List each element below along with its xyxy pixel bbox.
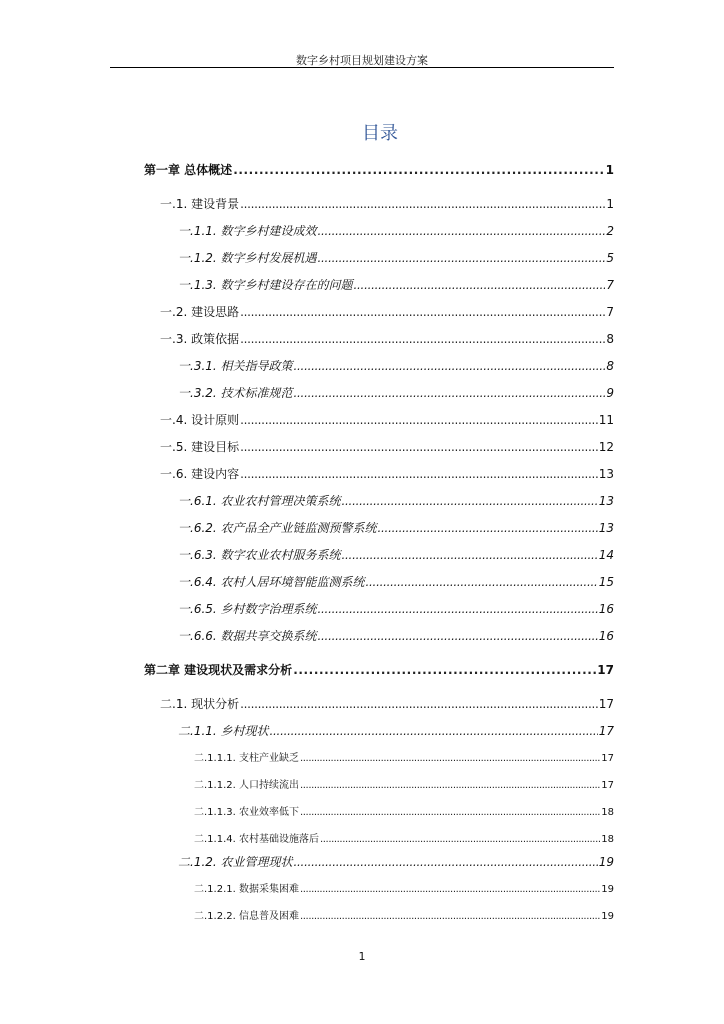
toc-dot-leader — [318, 629, 598, 643]
toc-dot-leader — [300, 780, 600, 791]
toc-entry-label: 一.1.1. 数字乡村建设成效 — [178, 224, 317, 238]
toc-entry-page: 17 — [598, 697, 614, 711]
toc-entry-label: 一.1.3. 数字乡村建设存在的问题 — [178, 278, 353, 292]
toc-dot-leader — [378, 521, 598, 535]
toc-dot-leader — [233, 163, 604, 177]
toc-entry[interactable] — [178, 627, 614, 644]
toc-entry-page: 19 — [598, 855, 614, 869]
toc-entry[interactable] — [144, 161, 614, 178]
toc-dot-leader — [354, 278, 606, 292]
toc-entry[interactable] — [194, 830, 614, 845]
toc-dot-leader — [240, 440, 598, 454]
toc-dot-leader — [318, 602, 598, 616]
toc-entry-label: 二.1.1.2. 人口持续流出 — [194, 780, 299, 791]
toc-entry-page: 7 — [606, 305, 614, 319]
toc-entry-page: 8 — [606, 359, 614, 373]
toc-entry-page: 19 — [601, 911, 614, 922]
toc-entry[interactable] — [160, 695, 614, 712]
toc-entry-label: 二.1.1.4. 农村基础设施落后 — [194, 834, 319, 845]
toc-entry-label: 第二章 建设现状及需求分析 — [144, 663, 293, 677]
toc-dot-leader — [270, 724, 598, 738]
toc-entry-page: 16 — [598, 629, 614, 643]
toc-entry-label: 一.6. 建设内容 — [160, 467, 240, 481]
toc-entry[interactable] — [160, 330, 614, 347]
toc-entry[interactable] — [178, 546, 614, 563]
toc-entry[interactable] — [194, 749, 614, 764]
page-number: 1 — [358, 950, 366, 963]
toc-dot-leader — [300, 807, 600, 818]
toc-entry[interactable] — [178, 722, 614, 739]
toc-entry-label: 一.3. 政策依据 — [160, 332, 240, 346]
toc-entry-label: 一.5. 建设目标 — [160, 440, 240, 454]
toc-entry-label: 二.1. 现状分析 — [160, 697, 240, 711]
toc-entry[interactable] — [178, 600, 614, 617]
toc-entry-page: 17 — [597, 663, 614, 677]
toc-entry-page: 17 — [598, 724, 614, 738]
toc-entry-page: 18 — [601, 807, 614, 818]
toc-entry-page: 11 — [598, 413, 614, 427]
toc-dot-leader — [318, 251, 606, 265]
toc-entry-page: 16 — [598, 602, 614, 616]
toc-entry[interactable] — [178, 357, 614, 374]
toc-dot-leader — [318, 224, 606, 238]
toc-entry[interactable] — [160, 303, 614, 320]
toc-entry[interactable] — [160, 411, 614, 428]
running-header-title: 数字乡村项目规划建设方案 — [296, 54, 428, 67]
toc-entry-label: 一.3.2. 技术标准规范 — [178, 386, 293, 400]
toc-entry-page: 1 — [605, 163, 614, 177]
toc-entry-page: 8 — [606, 332, 614, 346]
toc-entry-page: 17 — [601, 753, 614, 764]
toc-entry[interactable] — [178, 384, 614, 401]
toc-entry-label: 一.3.1. 相关指导政策 — [178, 359, 293, 373]
toc-entry[interactable] — [194, 776, 614, 791]
toc-entry-page: 13 — [598, 494, 614, 508]
toc-entry[interactable] — [178, 853, 614, 870]
toc-entry[interactable] — [144, 661, 614, 678]
toc-dot-leader — [240, 413, 598, 427]
toc-entry-label: 一.6.3. 数字农业农村服务系统 — [178, 548, 341, 562]
toc-dot-leader — [342, 494, 598, 508]
toc-entry-label: 二.1.1. 乡村现状 — [178, 724, 269, 738]
toc-entry-label: 二.1.1.3. 农业效率低下 — [194, 807, 299, 818]
toc-entry-page: 2 — [606, 224, 614, 238]
toc-dot-leader — [294, 359, 606, 373]
toc-entry[interactable] — [194, 880, 614, 895]
toc-entry[interactable] — [178, 573, 614, 590]
toc-entry-page: 13 — [598, 521, 614, 535]
toc-entry[interactable] — [178, 519, 614, 536]
toc-dot-leader — [300, 884, 600, 895]
toc-entry[interactable] — [160, 438, 614, 455]
toc-dot-leader — [240, 697, 598, 711]
toc-entry-label: 一.6.1. 农业农村管理决策系统 — [178, 494, 341, 508]
toc-entry[interactable] — [160, 465, 614, 482]
toc-entry-label: 一.6.2. 农产品全产业链监测预警系统 — [178, 521, 377, 535]
toc-entry-label: 一.4. 设计原则 — [160, 413, 240, 427]
toc-dot-leader — [300, 753, 600, 764]
toc-entry-label: 二.1.2.1. 数据采集困难 — [194, 884, 299, 895]
toc-entry-page: 1 — [606, 197, 614, 211]
toc-entry[interactable] — [178, 492, 614, 509]
toc-entry-label: 一.6.6. 数据共享交换系统 — [178, 629, 317, 643]
toc-entry[interactable] — [194, 803, 614, 818]
toc-entry-page: 17 — [601, 780, 614, 791]
toc-entry-label: 第一章 总体概述 — [144, 163, 233, 177]
toc-entry-label: 一.6.4. 农村人居环境智能监测系统 — [178, 575, 365, 589]
toc-entry-label: 二.1.2. 农业管理现状 — [178, 855, 293, 869]
toc-entry[interactable] — [178, 222, 614, 239]
toc-entry-page: 18 — [601, 834, 614, 845]
toc-entry[interactable] — [194, 907, 614, 922]
toc-entry-page: 15 — [598, 575, 614, 589]
toc-entry-page: 7 — [606, 278, 614, 292]
toc-entry-page: 19 — [601, 884, 614, 895]
toc-entry-label: 一.6.5. 乡村数字治理系统 — [178, 602, 317, 616]
toc-dot-leader — [320, 834, 600, 845]
toc-dot-leader — [366, 575, 598, 589]
toc-entry[interactable] — [160, 195, 614, 212]
toc-entry-label: 二.1.1.1. 支柱产业缺乏 — [194, 753, 299, 764]
toc-entry-label: 一.2. 建设思路 — [160, 305, 240, 319]
toc-entry-label: 一.1.2. 数字乡村发展机遇 — [178, 251, 317, 265]
toc-entry-page: 5 — [606, 251, 614, 265]
toc-entry[interactable] — [178, 276, 614, 293]
toc-entry-page: 14 — [598, 548, 614, 562]
toc-dot-leader — [342, 548, 598, 562]
toc-dot-leader — [294, 855, 598, 869]
toc-dot-leader — [300, 911, 600, 922]
toc-dot-leader — [240, 332, 605, 346]
toc-entry-page: 13 — [598, 467, 614, 481]
toc-dot-leader — [240, 197, 605, 211]
toc-entry-page: 12 — [598, 440, 614, 454]
toc-dot-leader — [294, 386, 606, 400]
toc-entry-page: 9 — [606, 386, 614, 400]
toc-dot-leader — [240, 305, 605, 319]
toc-entry[interactable] — [178, 249, 614, 266]
toc-dot-leader — [240, 467, 598, 481]
toc-entry-label: 二.1.2.2. 信息普及困难 — [194, 911, 299, 922]
toc-entry-label: 一.1. 建设背景 — [160, 197, 240, 211]
toc-title: 目录 — [362, 123, 398, 144]
toc-dot-leader — [293, 663, 596, 677]
